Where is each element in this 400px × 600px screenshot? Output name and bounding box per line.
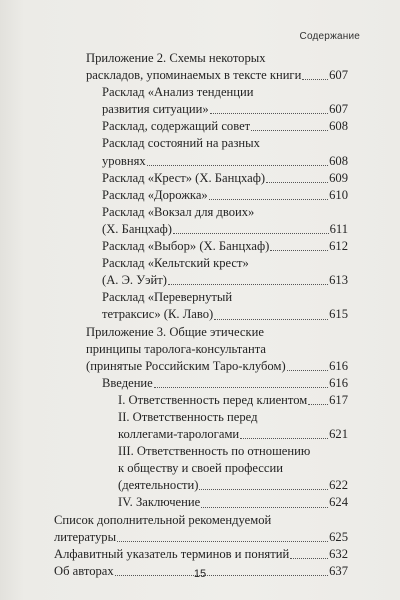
toc-entry-title-line: раскладов, упоминаемых в тексте книги: [86, 68, 302, 83]
dot-leader: [308, 404, 328, 405]
running-header: Содержание: [299, 31, 360, 42]
toc-entry-title-line: уровнях: [102, 153, 146, 168]
toc-page-number: 622: [329, 478, 348, 493]
toc-entry[interactable]: [86, 409, 348, 443]
toc-page-number: 613: [329, 273, 348, 288]
toc-entry[interactable]: [86, 187, 348, 204]
toc-page-number: 616: [329, 358, 348, 373]
dot-leader: [173, 233, 329, 234]
toc-entry-title-line: Введение: [102, 375, 153, 390]
dot-leader: [154, 387, 328, 388]
toc-page-number: 607: [329, 68, 348, 83]
toc-entry-title-line: (принятые Российским Таро-клубом): [86, 358, 286, 373]
page-number: 15: [193, 568, 207, 580]
toc-entry[interactable]: [86, 375, 348, 392]
toc-entry[interactable]: [86, 238, 348, 255]
toc-entry-title-line: Приложение 2. Схемы некоторых: [86, 51, 266, 65]
toc-entry-title-line: I. Ответственность перед клиентом: [118, 392, 308, 407]
toc-entry-title-line: (А. Э. Уэйт): [102, 273, 167, 288]
toc-page-number: 610: [329, 187, 348, 202]
toc-entry-title-line: тетраксис» (К. Лаво): [102, 307, 214, 322]
toc-page-number: 615: [329, 307, 348, 322]
toc-entry-title-line: Расклад «Дорожка»: [102, 187, 208, 202]
toc-entry-title-line: принципы таролога-консультанта: [86, 341, 267, 356]
toc-entry-title-line: Об авторах: [54, 563, 114, 578]
toc-entry[interactable]: [86, 204, 348, 238]
dot-leader: [209, 199, 328, 200]
toc-entry[interactable]: [86, 118, 348, 135]
dot-leader: [266, 182, 328, 183]
toc-entry[interactable]: [86, 170, 348, 187]
toc-page-number: 609: [329, 170, 348, 185]
toc-entry[interactable]: [86, 289, 348, 323]
toc-entry-title-line: (деятельности): [118, 478, 199, 493]
dot-leader: [240, 438, 328, 439]
dot-leader: [251, 130, 328, 131]
toc-entry-title-line: к обществу и своей профессии: [118, 461, 283, 476]
toc-entry-title-line: Расклад, содержащий совет: [102, 119, 251, 134]
toc-entry[interactable]: [86, 392, 348, 409]
dot-leader: [117, 541, 328, 542]
toc-entry-title-line: Расклад «Крест» (Х. Банцхаф): [102, 170, 266, 185]
dot-leader: [302, 79, 328, 80]
toc-entry-title-line: IV. Заключение: [118, 495, 201, 510]
toc-entry[interactable]: [86, 135, 348, 169]
toc-entry[interactable]: [86, 443, 348, 494]
toc-entry-title-line: Расклад «Вокзал для двоих»: [102, 204, 255, 219]
toc-page-number: 612: [329, 239, 348, 254]
table-of-contents: [54, 50, 348, 580]
dot-leader: [168, 284, 328, 285]
toc-entry-title-line: Расклад «Выбор» (Х. Банцхаф): [102, 239, 270, 254]
toc-page-number: 624: [329, 495, 348, 510]
toc-page-number: 621: [329, 427, 348, 442]
dot-leader: [147, 165, 328, 166]
toc-entry-title-line: Расклад «Перевернутый: [102, 290, 233, 305]
toc-entry[interactable]: [86, 255, 348, 289]
dot-leader: [290, 558, 328, 559]
toc-entry-title-line: развития ситуации»: [102, 102, 209, 117]
toc-entry[interactable]: [86, 324, 348, 375]
toc-entry-title-line: Алфавитный указатель терминов и понятий: [54, 546, 290, 561]
dot-leader: [199, 489, 328, 490]
toc-entry-title-line: (Х. Банцхаф): [102, 221, 172, 236]
dot-leader: [210, 113, 328, 114]
toc-entry-title-line: литературы: [54, 529, 117, 544]
dot-leader: [201, 507, 328, 508]
dot-leader: [270, 250, 328, 251]
toc-page-number: 637: [329, 563, 348, 578]
toc-page-number: 608: [329, 119, 348, 134]
toc-entry-title-line: III. Ответственность по отношению: [118, 444, 311, 459]
toc-entry-title-line: Приложение 3. Общие этические: [86, 324, 264, 339]
toc-entry-title-line: Расклад состояний на разных: [102, 136, 260, 151]
toc-page-number: 632: [329, 546, 348, 561]
toc-entry[interactable]: [54, 546, 348, 563]
dot-leader: [287, 370, 328, 371]
toc-entry[interactable]: [86, 84, 348, 118]
toc-page-number: 617: [329, 392, 348, 407]
toc-page-number: 608: [329, 153, 348, 168]
dot-leader: [214, 319, 328, 320]
toc-entry[interactable]: [86, 494, 348, 511]
toc-page-number: 616: [329, 375, 348, 390]
toc-entry-title-line: II. Ответственность перед: [118, 409, 258, 424]
toc-page-number: 625: [329, 529, 348, 544]
toc-entry-title-line: Список дополнительной рекомендуемой: [54, 512, 272, 527]
toc-entry[interactable]: [86, 50, 348, 84]
toc-entry-title-line: Расклад «Анализ тенденции: [102, 85, 254, 100]
toc-entry-title-line: Расклад «Кельтский крест»: [102, 256, 249, 271]
toc-entry[interactable]: [54, 512, 348, 546]
toc-page-number: 611: [329, 221, 348, 236]
toc-entry-title-line: коллегами-тарологами: [118, 427, 240, 442]
toc-page-number: 607: [329, 102, 348, 117]
